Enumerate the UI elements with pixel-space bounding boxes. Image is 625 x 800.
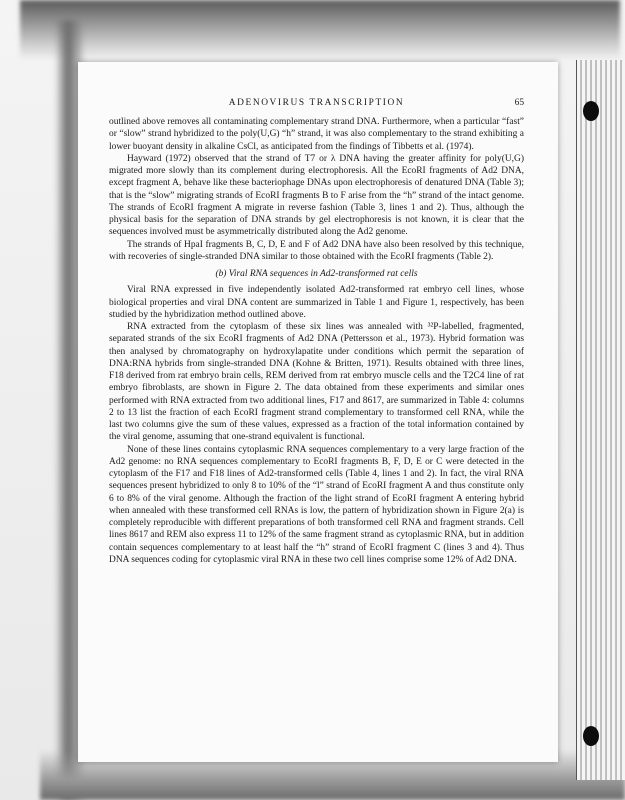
paragraph-viral-rna: Viral RNA expressed in five independently isolated Ad2-transformed rat embryo cell lines, whose biological properties and viral DNA content are summarized in Table 1 and Figure 1, respectively, has been studied by the hybridization method outlined above. (109, 285, 524, 320)
page-number: 65 (514, 98, 524, 108)
scan-shadow-top (20, 0, 620, 60)
page-stack-edge (576, 60, 625, 780)
paragraph-hayward: Hayward (1972) observed that the strand of T7 or λ DNA having the greater affinity for poly(U,G) migrated more slowly than its complement during electrophoresis. All the EcoRI fragments of Ad2 DNA, except fragment A, behave like these bacteriophage DNAs upon electrophoresis of denatured DNA (Table 3); that is the “slow” migrating strands of EcoRI fragments B to F arise from the “h” strand of the intact genome. The strands of EcoRI fragment A migrate in reverse fashion (Table 3, lines 1 and 2). Thus, although the physical basis for the separation of DNA strands by gel electrophoresis is not known, it is clear that the sequences involved must be asymmetrically distributed along the Ad2 genome. (109, 153, 524, 238)
body-text (109, 116, 524, 566)
running-head (109, 98, 524, 112)
running-head-title: ADENOVIRUS TRANSCRIPTION (228, 98, 405, 108)
binder-hole-bottom (583, 726, 599, 746)
document-page (109, 98, 524, 566)
paragraph-rna-extracted: RNA extracted from the cytoplasm of these six lines was annealed with ³²P-labelled, fragmented, separated strands of the six EcoRI fragments of Ad2 DNA (Pettersson et al., 1973). Hybrid formation was then analysed by chromatography on hydroxylapatite under conditions which permit the separation of DNA:RNA hybrids from single-stranded DNA (Kohne & Britten, 1971). Results obtained with three lines, F18 derived from rat embryo brain cells, REM derived from rat embryo muscle cells and the T2C4 line of rat embryo fibroblasts, are shown in Figure 2. The data obtained from these experiments and similar ones performed with RNA extracted from two additional lines, F17 and 8617, are summarized in Table 4: columns 2 to 13 list the fraction of each EcoRI fragment strand complementary to transformed cell RNA, while the last two columns give the sum of these values, expressed as a fraction of the total information contained by the viral genome, assuming that one-strand equivalent is functional. (109, 322, 524, 443)
paragraph-continuation: outlined above removes all contaminating complementary strand DNA. Furthermore, when a particular “fast” or “slow” strand hybridized to the poly(U,G) “h” strand, it was also complementary to the strand exhibiting a lower buoyant density in alkaline CsCl, as anticipated from the findings of Tibbetts et al. (1974). (109, 117, 524, 152)
paragraph-none-of-these: None of these lines contains cytoplasmic RNA sequences complementary to a very large fraction of the Ad2 genome: no RNA sequences complementary to EcoRI fragments B, F, D, E or C were detected in the cytoplasm of the F17 and F18 lines of Ad2-transformed cells (Table 4, lines 1 and 2). In fact, the viral RNA sequences present hybridized to only 8 to 10% of the “l” strand of EcoRI fragment A and thus constitute only 6 to 8% of the viral genome. Although the fraction of the light strand of EcoRI fragment A entering hybrid when annealed with these transformed cell RNAs is low, the pattern of hybridization shown in Figure 2(a) is completely reproducible with different preparations of both transformed cell RNA and fragment strands. Cell lines 8617 and REM also express 11 to 12% of the same fragment strand as cytoplasmic RNA, but in addition contain sequences complementary to at least half the “h” strand of EcoRI fragment C (lines 3 and 4). Thus DNA sequences coding for cytoplasmic viral RNA in these two cell lines comprise some 12% of Ad2 DNA. (109, 444, 524, 565)
section-heading (109, 268, 524, 280)
paragraph-hpai-strands: The strands of HpaI fragments B, C, D, E and F of Ad2 DNA have also been resolved by this technique, with recoveries of single-stranded DNA similar to those obtained with the EcoRI fragments (Table 2). (109, 239, 524, 262)
section-heading-text: (b) Viral RNA sequences in Ad2-transformed rat cells (215, 269, 418, 279)
binder-hole-top (583, 101, 599, 121)
